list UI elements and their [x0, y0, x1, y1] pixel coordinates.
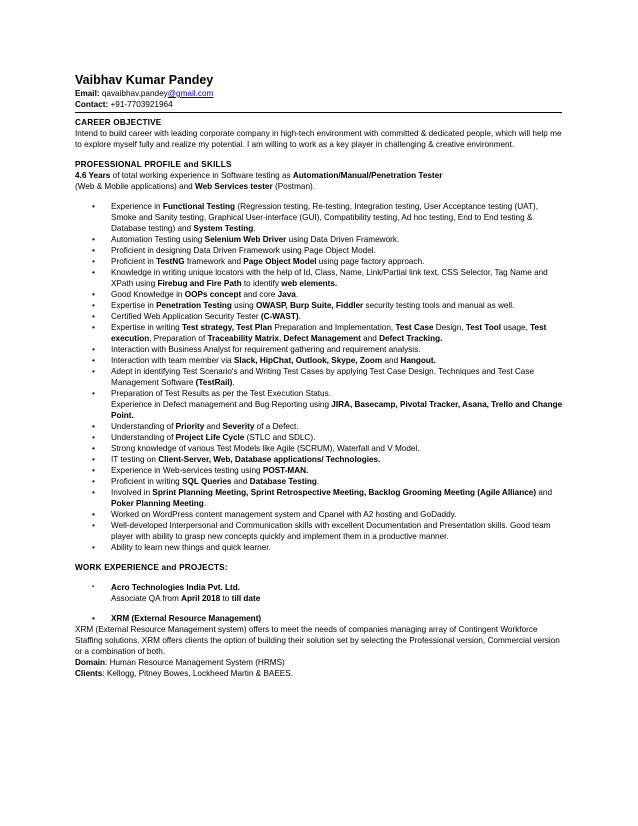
contact-value: +91-7703921964 [110, 99, 173, 109]
profile-intro-part-2: (Web & Mobile applications) and [75, 181, 195, 191]
bullet-icon: • [92, 509, 95, 519]
skill-keyword: Hangout. [400, 355, 436, 365]
skill-text: Adept in identifying Test Scenario's and Writing Test Cases by applying Test Case Design. Techniques and Test Case Management Software [111, 366, 535, 387]
job-end: till date [231, 593, 261, 603]
skill-keyword: TestNG [156, 256, 185, 266]
skill-item [75, 322, 563, 344]
skill-keyword: OWASP, Burp Suite, Fiddler [256, 300, 364, 310]
skill-item [75, 476, 563, 487]
skill-item [75, 542, 563, 553]
skill-text: . [253, 223, 256, 233]
bullet-icon: • [92, 344, 95, 354]
skill-text: to identify [241, 278, 282, 288]
bullet-icon: • [92, 454, 95, 464]
skill-keyword: Java [277, 289, 296, 299]
skill-keyword: Test execution [111, 322, 547, 343]
skill-text: usage, [501, 322, 531, 332]
bullet-icon: • [92, 487, 95, 497]
skill-text: Proficient in [111, 256, 157, 266]
company-name: Acro Technologies India Pvt. Ltd. [111, 582, 241, 592]
email-value[interactable] [102, 89, 213, 98]
skill-item [75, 366, 563, 388]
skill-text: . [316, 476, 320, 486]
skill-text: (Regression testing, Re-testing, Integration testing, User Acceptance testing (UAT), Smoke and Sanity testing, Graphical User-interface (GUI), Compatibility testing, Ad hoc testing, End to End testing & Database testing) and [111, 201, 538, 233]
project-domain [75, 657, 563, 668]
bullet-icon: • [92, 520, 95, 530]
bullet-icon: • [92, 234, 95, 244]
job-role [75, 593, 563, 604]
bullet-icon: • [92, 355, 95, 365]
skill-keyword: Page Object Model [243, 256, 317, 266]
skill-text: Involved in [111, 487, 153, 497]
spacer [75, 604, 563, 613]
skill-text: Design, [433, 322, 466, 332]
skill-item [75, 443, 563, 454]
project-description: XRM (External Resource Management system) offers to meet the needs of companies managing array of Contingent Workforce Staffing solutions. XRM offers clients the option of building their solution set by selecting the Professional version, Commercial version or a combination of both. [75, 624, 560, 656]
tester-roles: Automation/Manual/Penetration Tester [292, 170, 443, 180]
domain-label: Domain [75, 657, 106, 667]
bullet-icon: • [92, 613, 95, 623]
email-link[interactable]: @gmail.com [167, 89, 214, 98]
skill-text: of a Defect. [254, 421, 299, 431]
candidate-name: Vaibhav Kumar Pandey [75, 73, 214, 87]
skill-text: Understanding of [111, 421, 176, 431]
skill-text: security testing tools and manual as well. [363, 300, 515, 310]
career-objective-text: Intend to build career with leading corporate company in high-tech environment with committed & dedicated people, which will help me to explore myself fully and realize my potential. I am willing to work as a key player in challenging & creative environment. [75, 128, 562, 149]
skill-item [75, 344, 563, 355]
job-start: April 2018 [181, 593, 221, 603]
spacer [75, 150, 563, 159]
skill-item [75, 432, 563, 443]
skill-keyword: Functional Testing [162, 201, 236, 211]
email-user: qavaibhav.pandey [101, 89, 168, 98]
skill-text: Preparation of Test Results as per the Test Execution Status. [111, 388, 331, 398]
skill-text: . [232, 377, 235, 387]
skill-text: . [295, 289, 299, 299]
skill-text: Interaction with Business Analyst for requirement gathering and requirement analysis. [111, 344, 421, 354]
bullet-icon: • [92, 443, 95, 453]
bullet-icon: • [92, 432, 95, 442]
skill-item [75, 465, 563, 476]
skill-keyword: Poker Planning Meeting [111, 498, 204, 508]
skill-item [75, 520, 563, 542]
skill-item [75, 311, 563, 322]
bullet-icon: • [92, 465, 95, 475]
skill-text: and [231, 476, 250, 486]
skill-text: Experience in Defect management and Bug Reporting using [111, 399, 332, 409]
skill-keyword: Test Case [395, 322, 434, 332]
job-role-connector: to [220, 593, 232, 603]
work-experience-title: WORK EXPERIENCE and PROJECTS: [75, 562, 228, 572]
skill-keyword: Defect Management [283, 333, 361, 343]
skill-item [75, 201, 563, 234]
web-services-role: Web Services tester [195, 181, 273, 191]
skill-text: Experience in [111, 201, 163, 211]
bullet-icon: • [92, 256, 95, 266]
bullet-icon: • [92, 289, 95, 299]
skill-keyword: Test strategy, Test Plan [182, 322, 273, 332]
skill-text: , [278, 333, 284, 343]
experience-years: 4.6 Years [75, 170, 111, 180]
skill-item [75, 487, 563, 509]
bullet-icon: • [92, 267, 95, 277]
skill-text: Expertise in writing [111, 322, 182, 332]
skill-keyword: (TestRail) [195, 377, 233, 387]
skill-keyword: Sprint Planning Meeting, Sprint Retrospective Meeting, Backlog Grooming Meeting (Agile Alliance) [152, 487, 537, 497]
bullet-icon: • [92, 476, 95, 486]
skill-keyword: Selenium Web Driver [204, 234, 287, 244]
skills-list [75, 201, 563, 553]
skill-keyword: Project Life Cycle [175, 432, 245, 442]
skill-text: and [382, 355, 401, 365]
skill-text: Well-developed Interpersonal and Communication skills with excellent Documentation and Presentation skills. Good team player with ability to grasp new concepts quickly and implement them in a productive manner. [111, 520, 551, 541]
skill-text: and [360, 333, 380, 343]
bullet-icon: • [92, 366, 95, 376]
spacer [75, 192, 563, 201]
skill-text: Interaction with team member via [111, 355, 234, 365]
clients-label: Clients [75, 668, 103, 678]
profile-intro-part-1: of total working experience in Software testing as [110, 170, 293, 180]
skill-item [75, 234, 563, 245]
clients-value: : Kellogg, Pitney Bowes, Lockheed Martin & BAEES. [102, 668, 293, 678]
skill-text: Strong knowledge of various Test Models like Agile (SCRUM), Waterfall and V Model. [111, 443, 420, 453]
company-entry [75, 582, 563, 593]
skill-item [75, 509, 563, 520]
skill-item [75, 454, 563, 465]
skill-item [75, 245, 563, 256]
project-clients [75, 668, 563, 679]
skill-keyword: Database Testing [249, 476, 317, 486]
spacer [75, 553, 563, 562]
bullet-icon: • [92, 542, 95, 552]
bullet-icon: • [92, 245, 95, 255]
skill-item [75, 388, 563, 421]
skill-text: Knowledge in writing unique locators with the help of Id, Class, Name, Link/Partial link text, CSS Selector, Tag Name and XPath using [111, 267, 548, 288]
skill-keyword: Severity [222, 421, 255, 431]
skill-text: Good Knowledge in [111, 289, 185, 299]
email-label: Email: [75, 89, 100, 98]
header-divider [75, 112, 562, 113]
skill-text: . [298, 311, 301, 321]
resume-content [75, 73, 563, 679]
skill-keyword: Slack, HipChat, Outlook, Skype, Zoom [233, 355, 383, 365]
domain-value: : Human Resource Management System (HRMS) [105, 657, 285, 667]
skill-item [75, 267, 563, 289]
bullet-icon: • [92, 300, 95, 310]
skill-text: (STLC and SDLC). [244, 432, 316, 442]
skill-keyword: SQL Queries [182, 476, 232, 486]
skill-keyword: web elements. [281, 278, 338, 288]
skill-text: , Preparation of [149, 333, 208, 343]
job-role-text: Associate QA from [111, 593, 182, 603]
skill-item [75, 289, 563, 300]
career-objective-title: CAREER OBJECTIVE [75, 117, 162, 127]
skill-text: Proficient in designing Data Driven Framework using Page Object Model. [111, 245, 376, 255]
skill-text: and core [241, 289, 278, 299]
skill-keyword: Firebug and Fire Path [157, 278, 242, 288]
project-name: XRM (External Resource Management) [111, 613, 262, 623]
email-line [75, 89, 563, 100]
bullet-icon: • [92, 421, 95, 431]
skill-keyword: Traceability Matrix [207, 333, 279, 343]
skill-keyword: Test Tool [465, 322, 501, 332]
profile-title: PROFESSIONAL PROFILE and SKILLS [75, 159, 232, 169]
profile-intro-part-3: (Postman). [272, 181, 316, 191]
skill-text: and [204, 421, 223, 431]
skill-keyword: JIRA, Basecamp, Pivotal Tracker, Asana, Trello and Change Point. [111, 399, 563, 420]
square-bullet-icon: ▪ [92, 583, 95, 590]
skill-item [75, 300, 563, 311]
skill-text: framework and [184, 256, 244, 266]
skill-text: and [536, 487, 553, 497]
profile-intro [75, 170, 563, 192]
project-entry [75, 613, 563, 624]
skill-item [75, 256, 563, 267]
skill-keyword: Client-Server, Web, Database applications/ Technologies. [158, 454, 381, 464]
skill-text: Experience in Web-services testing using [111, 465, 263, 475]
skill-item [75, 421, 563, 432]
skill-keyword: OOPs concept [184, 289, 242, 299]
contact-label: Contact: [75, 99, 109, 109]
skill-text: Ability to learn new things and quick learner. [111, 542, 271, 552]
skill-text: using [231, 300, 257, 310]
skill-keyword: Priority [175, 421, 205, 431]
skill-text: using Data Driven Framework. [286, 234, 400, 244]
contact-line [75, 100, 563, 111]
skill-text: Automation Testing using [111, 234, 205, 244]
skill-item [75, 355, 563, 366]
skill-text: Proficient in writing [111, 476, 182, 486]
skill-text: IT testing on [111, 454, 159, 464]
skill-text: Preparation and Implementation, [272, 322, 396, 332]
skill-keyword: System Testing [193, 223, 254, 233]
bullet-icon: • [92, 388, 95, 398]
skill-keyword: (C-WAST) [260, 311, 299, 321]
bullet-icon: • [92, 201, 95, 211]
skill-text: Certified Web Application Security Tester [111, 311, 261, 321]
skill-text: Understanding of [111, 432, 176, 442]
bullet-icon: • [92, 322, 95, 332]
bullet-icon: • [92, 311, 95, 321]
skill-text: Expertise in [111, 300, 157, 310]
skill-keyword: POST-MAN. [262, 465, 309, 475]
skill-text: Worked on WordPress content management system and Cpanel with A2 hosting and GoDaddy. [111, 509, 457, 519]
skill-text: . [203, 498, 207, 508]
spacer [75, 573, 563, 582]
skill-keyword: Defect Tracking. [379, 333, 443, 343]
skill-keyword: Penetration Testing [156, 300, 232, 310]
skill-text: using page factory approach. [316, 256, 425, 266]
